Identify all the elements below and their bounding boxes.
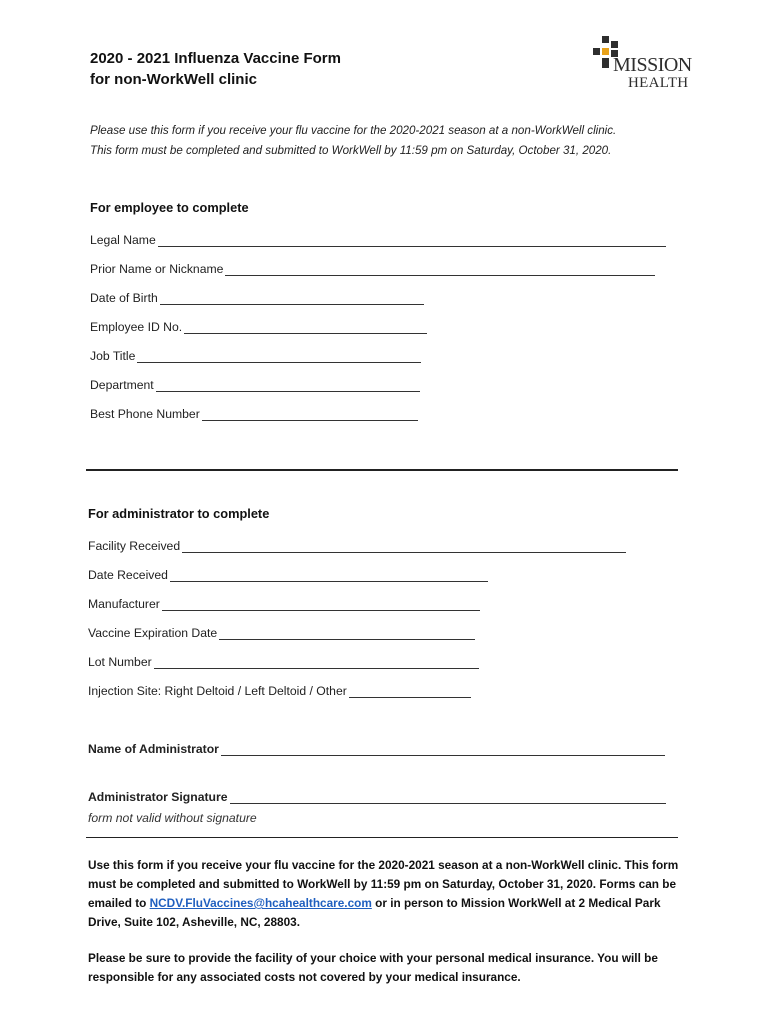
form-title-line1: 2020 - 2021 Influenza Vaccine Form: [90, 50, 341, 67]
injection-site-line[interactable]: [349, 683, 471, 698]
date-received-line[interactable]: [170, 567, 488, 582]
prior-name-label: Prior Name or Nickname: [90, 262, 224, 276]
prior-name-field[interactable]: [90, 258, 655, 276]
best-phone-line[interactable]: [202, 406, 418, 421]
employee-section-heading: For employee to complete: [90, 200, 249, 215]
date-received-label: Date Received: [88, 568, 168, 582]
manufacturer-label: Manufacturer: [88, 597, 160, 611]
employee-id-line[interactable]: [184, 319, 427, 334]
legal-name-line[interactable]: [158, 232, 666, 247]
date-of-birth-field[interactable]: [90, 287, 424, 305]
footer-text: Use this form if you receive your flu vaccine for the 2020-2021 season at a non-WorkWell clinic. This form must be completed and submitted to WorkWell by 11:59 pm on Saturday, October 31, 2020. Forms can be emailed to: [88, 858, 679, 910]
administrator-section-heading: For administrator to complete: [88, 506, 270, 521]
mission-health-logo: [592, 36, 702, 94]
administrator-signature-label: Administrator Signature: [88, 790, 228, 804]
employee-id-label: Employee ID No.: [90, 320, 183, 334]
intro-line2: This form must be completed and submitted to WorkWell by 11:59 pm on Saturday, October 31, 2020.: [90, 144, 612, 157]
best-phone-label: Best Phone Number: [90, 407, 200, 421]
date-received-field[interactable]: [88, 564, 488, 582]
administrator-signature-line[interactable]: [230, 789, 666, 804]
facility-received-label: Facility Received: [88, 539, 181, 553]
prior-name-line[interactable]: [225, 261, 655, 276]
job-title-label: Job Title: [90, 349, 136, 363]
email-link[interactable]: NCDV.FluVaccines@hcahealthcare.com: [149, 896, 372, 910]
legal-name-field[interactable]: [90, 229, 666, 247]
signature-note: form not valid without signature: [88, 811, 257, 825]
job-title-field[interactable]: [90, 345, 421, 363]
department-line[interactable]: [156, 377, 420, 392]
best-phone-field[interactable]: [90, 403, 418, 421]
lot-number-field[interactable]: [88, 651, 479, 669]
vaccine-expiration-field[interactable]: [88, 622, 475, 640]
lot-number-line[interactable]: [154, 654, 479, 669]
department-field[interactable]: [90, 374, 420, 392]
footer-address: or in person to Mission WorkWell at 2 Medical Park Drive, Suite 102, Asheville, NC, 28803.: [88, 896, 661, 929]
date-of-birth-label: Date of Birth: [90, 291, 158, 305]
date-of-birth-line[interactable]: [160, 290, 424, 305]
section-divider: [86, 469, 678, 471]
job-title-line[interactable]: [137, 348, 421, 363]
footer-instructions: [88, 856, 688, 932]
employee-id-field[interactable]: [90, 316, 427, 334]
lot-number-label: Lot Number: [88, 655, 152, 669]
facility-received-line[interactable]: [182, 538, 626, 553]
vaccine-expiration-line[interactable]: [219, 625, 475, 640]
manufacturer-line[interactable]: [162, 596, 480, 611]
footer-divider: [86, 837, 678, 838]
intro-line1: Please use this form if you receive your flu vaccine for the 2020-2021 season at a non-WorkWell clinic.: [90, 124, 617, 137]
logo-word-mission: MISSION: [613, 54, 692, 76]
manufacturer-field[interactable]: [88, 593, 480, 611]
facility-received-field[interactable]: [88, 535, 626, 553]
injection-site-label: Injection Site: Right Deltoid / Left Deltoid / Other: [88, 684, 347, 698]
legal-name-label: Legal Name: [90, 233, 156, 247]
form-title-line2: for non-WorkWell clinic: [90, 71, 257, 88]
administrator-name-field[interactable]: [88, 738, 665, 756]
administrator-name-line[interactable]: [221, 741, 665, 756]
logo-word-health: HEALTH: [628, 75, 689, 91]
injection-site-field[interactable]: [88, 680, 471, 698]
administrator-name-label: Name of Administrator: [88, 742, 219, 756]
administrator-signature-field[interactable]: [88, 786, 666, 804]
footer-insurance-note: Please be sure to provide the facility of your choice with your personal medical insurance. You will be responsible for any associated costs not covered by your medical insurance.: [88, 951, 658, 984]
vaccine-expiration-label: Vaccine Expiration Date: [88, 626, 218, 640]
department-label: Department: [90, 378, 154, 392]
